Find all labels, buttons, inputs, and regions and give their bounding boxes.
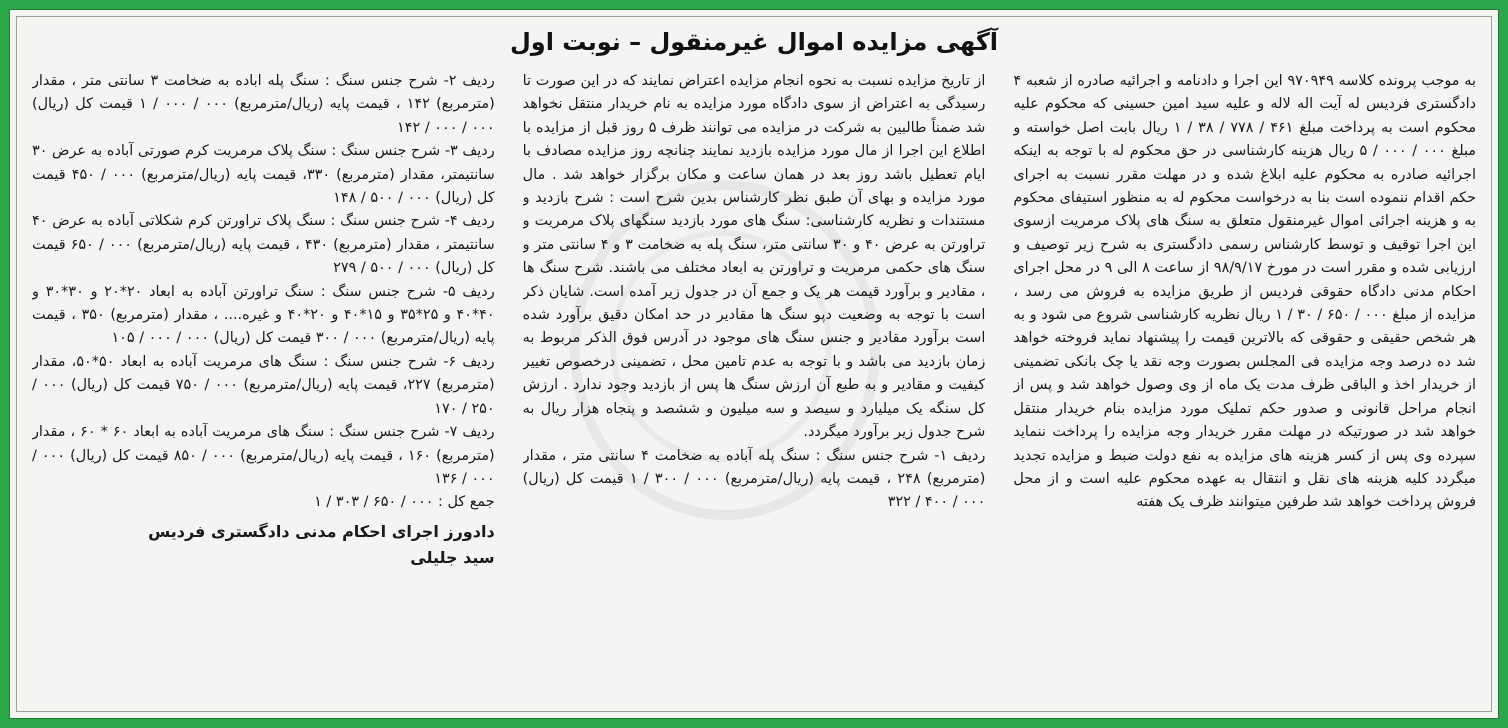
signature-name: سید جلیلی <box>410 547 495 567</box>
notice-paragraph-appraisal: از تاریخ مزایده نسبت به نحوه انجام مزایده اعتراض نمایند که در این صورت تا رسیدگی به اعتراض از سوی دادگاه مورد مزایده به نام خریدار منتقل نخواهد شد ضمناً طالبین به شرکت در مزایده می توانند ظرف ۵ روز قبل از مزایده با اطلاع این اجرا از مال مورد مزایده بازدید نمایند چنانچه روز مزایده مصادف با ایام تعطیل باشد روز بعد در همان ساعت و مکان برگزار خواهد شد . مال مورد مزایده و بهای آن طبق نظر کارشناس بدین شرح است : شرح بازدید و مستندات و نظریه کارشناسی: سنگ های مورد بازدید سنگهای پلاک مرمریت و تراورتن به عرض ۴۰ و ۳۰ سانتی متر، سنگ پله به ضخامت ۳ و ۴ سانتی متر و سنگ های حکمی مرمریت و تراورتن به ابعاد مختلف می باشند. شرح سنگ ها ، مقادیر و برآورد قیمت هر یک و جمع آن در جدول زیر آمده است. شایان ذکر است با توجه به وضعیت دپو سنگ ها مقادیر در حد امکان دقیق برآورد شده است برآورد مقادیر و جنس سنگ های موجود در آدرس فوق الذکر مربوط به زمان بازدید می باشد و با توجه به عدم تامین محل ، تضمینی درخصوص تغییر کیفیت و مقادیر و به طبع آن ارزش سنگ ها پس از بازدید وجود ندارد . ارزش کل سنگه یک میلیارد و سیصد و سه میلیون و ششصد و پنجاه هزار ریال به شرح جدول زیر برآورد میگردد. <box>522 73 986 441</box>
item-row-2: ردیف ۲- شرح جنس سنگ : سنگ پله اباده به ضخامت ۳ سانتی متر ، مقدار (مترمربع) ۱۴۲ ، قیمت پایه (ریال/مترمربع) ۰۰۰ / ۰۰۰ / ۱ قیمت کل (ریال) ۰۰۰ / ۰۰۰ / ۱۴۲ <box>31 73 495 136</box>
item-row-1: ردیف ۱- شرح جنس سنگ : سنگ پله آباده به ضخامت ۴ سانتی متر ، مقدار (مترمربع) ۲۴۸ ، قیمت پایه (ریال/مترمربع) ۰۰۰ / ۳۰۰ / ۱ قیمت کل (ریال) ۰۰۰ / ۴۰۰ / ۳۲۲ <box>522 447 986 511</box>
grand-total: جمع کل : ۰۰۰ / ۶۵۰ / ۳۰۳ / ۱ <box>314 494 495 511</box>
notice-column-left <box>32 70 495 708</box>
signature-block <box>32 519 495 571</box>
item-row-5: ردیف ۵- شرح جنس سنگ : سنگ تراورتن آباده به ابعاد ۲۰*۲۰ و ۳۰*۳۰ و ۴۰*۴۰ و ۲۵*۳۵ و ۱۵*۴۰ و ۲۰*۴۰ و غیره.... ، مقدار (مترمربع) ۳۵۰ ، قیمت پایه (ریال/مترمربع) ۰۰۰ / ۳۰۰ قیمت کل (ریال) ۰۰۰ / ۰۰۰ / ۱۰۵ <box>31 283 495 347</box>
notice-frame <box>9 9 1499 719</box>
notice-columns <box>32 70 1476 708</box>
notice-paragraph-intro: به موجب پرونده کلاسه ۹۷۰۹۴۹ این اجرا و دادنامه و اجرائیه صادره از شعبه ۴ دادگستری فردیس له آیت اله لاله و علیه سید امین حسینی که محکوم علیه محکوم است به پرداخت مبلغ ۴۶۱ / ۷۷۸ / ۳۸ / ۱ ریال بابت اصل خواسته و مبلغ ۰۰۰ / ۰۰۰ / ۵ ریال هزینه کارشناسی در حق محکوم له با توجه به اینکه اجرائیه صادره به محکوم علیه ابلاغ شده و در مهلت مقرر نسبت به اجرای حکم اقدام ننموده است بنا به درخواست محکوم له به منظور استیفای محکوم به و هزینه اجرائی اموال غیرمنقول متعلق به سنگ های پلاک مرمریت ازسوی این اجرا توقیف و توسط کارشناس رسمی دادگستری به شرح زیر توصیف و ارزیابی شده و مقرر است در مورخ ۹۸/۹/۱۷ از ساعت ۸ الی ۹ در محل اجرای احکام مدنی دادگاه حقوقی فردیس از طریق مزایده به فروش می رسد ، مزایده از مبلغ ۰۰۰ / ۶۵۰ / ۳۰ / ۱ ریال نظریه کارشناسی شروع می شود و به هر شخص حقیقی و حقوقی که بالاترین قیمت را پیشنهاد نماید فروخته خواهد شد ده درصد وجه مزایده فی المجلس بصورت وجه نقد یا چک بانکی تضمینی از خریدار اخذ و الباقی ظرف مدت یک ماه از وی وصول خواهد شد و پس از انجام مراحل قانونی و صدور حکم تملیک مورد مزایده بنام خریدار منتقل خواهد شد در صورتیکه در مهلت مقرر خریدار وجه مزایده را پرداخت ننماید سپرده وی پس از کسر هزینه های مزایده به نفع دولت ضبط و مزایده تجدید میگردد کلیه هزینه های نقل و انتقال به عهده محکوم علیه است و از محل فروش پرداخت خواهد شد طرفین میتوانند ظرف یک هفته <box>1013 73 1476 511</box>
item-row-4: ردیف ۴- شرح جنس سنگ : سنگ پلاک تراورتن کرم شکلاتی آباده به عرض ۴۰ سانتیمتر ، مقدار (مترمربع) ۴۳۰ ، قیمت پایه (ریال/مترمربع) ۰۰۰ / ۶۵۰ قیمت کل (ریال) ۰۰۰ / ۵۰۰ / ۲۷۹ <box>31 213 495 277</box>
notice-title: آگهی مزایده اموال غیرمنقول – نوبت اول <box>509 28 999 56</box>
notice-column-middle <box>523 70 986 708</box>
item-row-6: ردیف ۶- شرح جنس سنگ : سنگ های مرمریت آباده به ابعاد ۵۰*۵۰، مقدار (مترمربع) ۲۲۷، قیمت پایه (ریال/مترمربع) ۰۰۰ / ۷۵۰ قیمت کل (ریال) ۰۰۰ / ۲۵۰ / ۱۷۰ <box>31 353 495 417</box>
signature-title: دادورز اجرای احکام مدنی دادگستری فردیس <box>148 521 495 541</box>
notice-column-right <box>1013 70 1476 708</box>
item-row-3: ردیف ۳- شرح جنس سنگ : سنگ پلاک مرمریت کرم صورتی آباده به عرض ۳۰ سانتیمتر، مقدار (مترمربع) ۳۳۰، قیمت پایه (ریال/مترمربع) ۰۰۰ / ۴۵۰ قیمت کل (ریال) ۰۰۰ / ۵۰۰ / ۱۴۸ <box>31 143 495 207</box>
item-row-7: ردیف ۷- شرح جنس سنگ : سنگ های مرمریت آباده به ابعاد ۶۰ * ۶۰ ، مقدار (مترمربع) ۱۶۰ ، قیمت پایه (ریال/مترمربع) ۰۰۰ / ۸۵۰ قیمت کل (ریال) ۰۰۰ / ۰۰۰ / ۱۳۶ <box>31 424 495 487</box>
